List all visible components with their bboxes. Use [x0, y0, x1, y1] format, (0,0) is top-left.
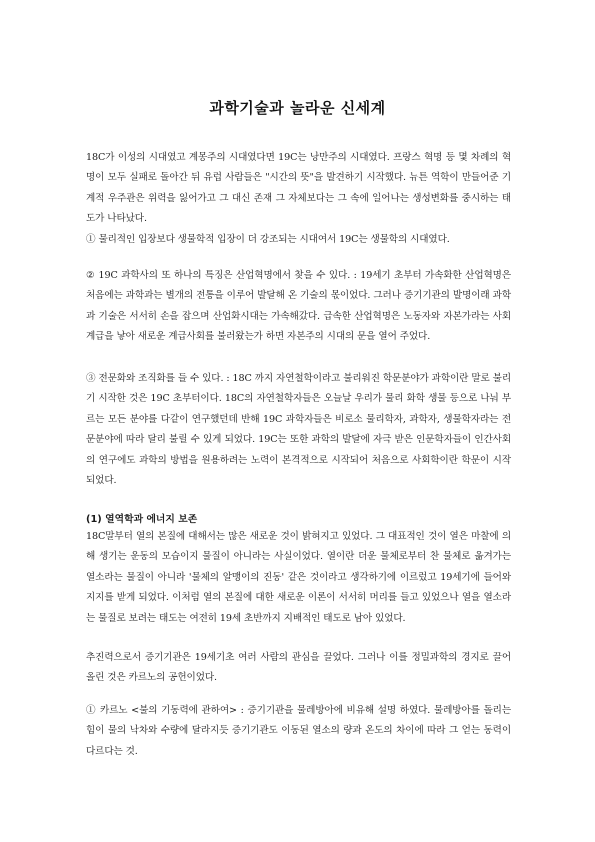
document-title: 과학기술과 놀라운 신세계 — [209, 99, 386, 117]
paragraph-point-2: ② 19C 과학사의 또 하나의 특징은 산업혁명에서 찾을 수 있다. : 19세기 초부터 가속화한 산업혁명은 처음에는 과학과는 별개의 전통을 이루어 발달해 온 기술의 몫이었다. 그러나 증기기관의 발명이래 과학과 기술은 서서히 손을 잡으며 산업화시대는 가속해갔다. 급속한 산업혁명은 노동자와 자본가라는 사회계급을 낳아 새로운 계급사회를 불러왔는가 하면 자본주의 시대의 문을 열어 주었다. — [86, 270, 511, 343]
paragraph-carnot: ① 카르노 <불의 기동력에 관하여> : 증기기관을 물레방아에 비유해 설명 하였다. 물레방아를 돌리는 힘이 물의 낙차와 수량에 달라지듯 증기기관도 이동된 열소의 량과 온도의 차이에 따라 그 얻는 동력이 다르다는 것. — [86, 705, 511, 757]
section-heading: (1) 열역학과 에너지 보존 — [86, 514, 198, 525]
paragraph-point-3: ③ 전문화와 조직화를 들 수 있다. : 18C 까지 자연철학이라고 불리워진 학문분야가 과학이란 말로 불리기 시작한 것은 19C 초부터이다. 18C의 자연철학자들은 오늘날 우리가 물리 화학 생물 등으로 나눠 부르는 모든 분야를 다같이 연구했던데 반해 19C 과학자들은 비로소 물리학자, 과학자, 생물학자라는 전문분야에 따라 달리 불릴 수 있게 되었다. 19C는 또한 과학의 발달에 자극 받은 인문학자들이 인간사회의 연구에도 과학의 방법을 원용하려는 노력이 본격적으로 시작되어 처음으로 사회학이란 학문이 시작되었다. — [86, 373, 511, 487]
paragraph-heat: 18C말부터 열의 본질에 대해서는 많은 새로운 것이 밝혀지고 있었다. 그 대표적인 것이 열은 마찰에 의해 생기는 운동의 모습이지 물질이 아니라는 사실이었다. 열이란 더운 물체로부터 찬 물체로 옮겨가는 열소라는 물질이 아니라 '물체의 알맹이의 진동' 같은 것이라고 생각하기에 이르렀고 19세기에 들어와 지지를 받게 되었다. 이처럼 열의 본질에 대한 새로운 이론이 서서히 머리를 들고 있었으나 열을 열소라는 물질로 보려는 태도는 여전히 19세 초반까지 지배적인 태도로 남아 있었다. — [86, 531, 511, 624]
paragraph-intro: 18C가 이성의 시대였고 계몽주의 시대였다면 19C는 낭만주의 시대였다. 프랑스 혁명 등 몇 차례의 혁명이 모두 실패로 돌아간 뒤 유럽 사람들은 "시간의 뜻"을 발견하기 시작했다. 뉴튼 역학이 만들어준 기계적 우주관은 위력을 잃어가고 그 대신 존재 그 자체보다는 그 속에 일어나는 생성변화를 중시하는 태도가 나타났다. — [86, 152, 511, 225]
paragraph-point-1: ① 물리적인 입장보다 생물학적 입장이 더 강조되는 시대여서 19C는 생물학의 시대였다. — [86, 234, 450, 245]
paragraph-steam-engine: 추진력으로서 증기기관은 19세기초 여러 사람의 관심을 끌었다. 그러나 이를 정밀과학의 경지로 끌어 올린 것은 카르노의 공헌이었다. — [86, 652, 511, 684]
